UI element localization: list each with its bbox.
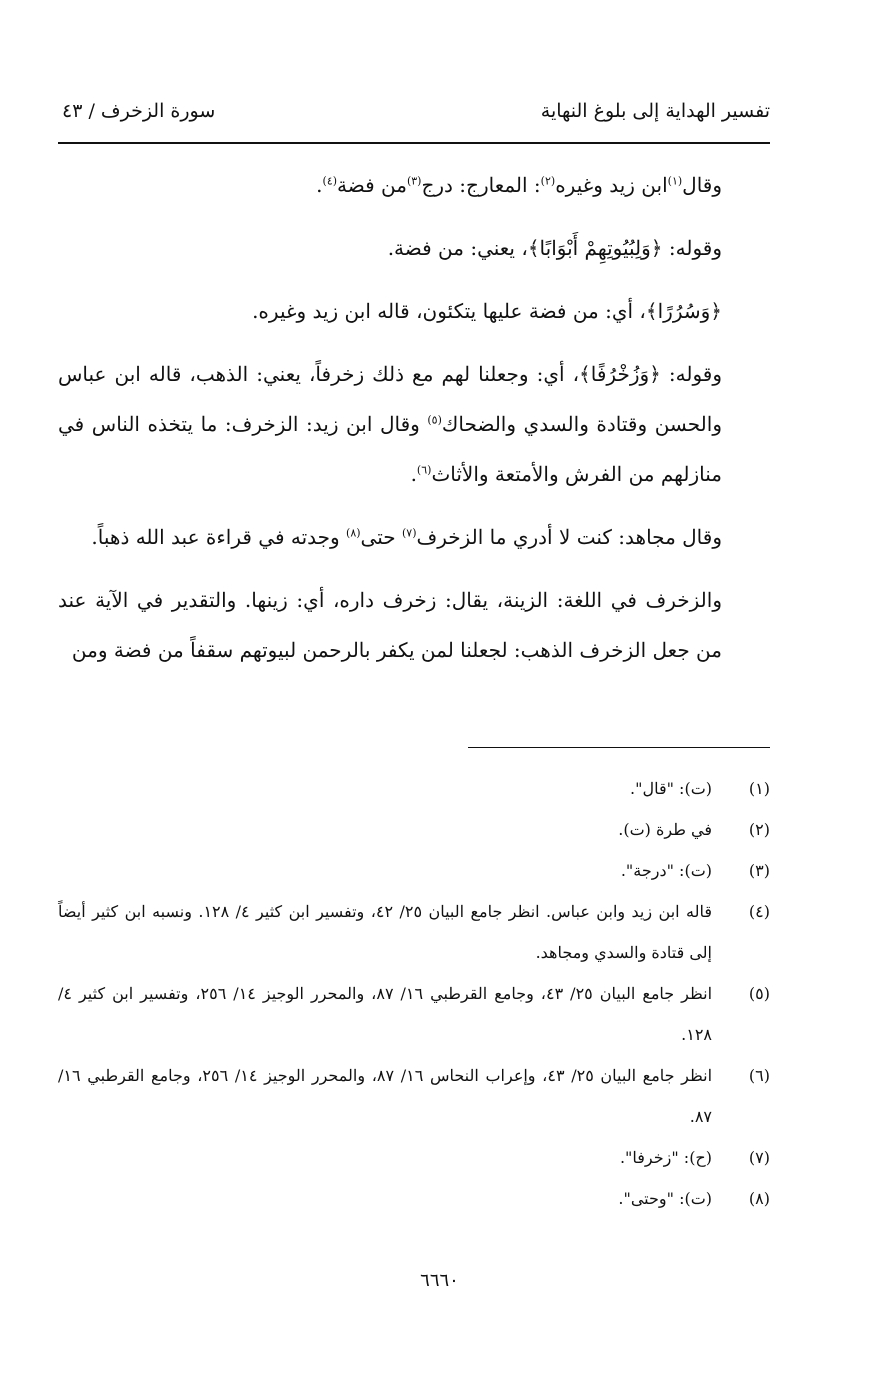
footnote: [58, 973, 770, 1055]
paragraph-1: [58, 160, 770, 210]
header-rule: [58, 142, 770, 144]
footnote-separator: [468, 747, 770, 748]
paragraph-4: [58, 349, 770, 499]
surah-label: سورة الزخرف / ٤٣: [62, 100, 216, 122]
footnote-ref-7: (٧): [401, 526, 417, 540]
footnote-number: (٥): [748, 984, 770, 1003]
footnote-text: (ت): "وحتى".: [618, 1189, 712, 1208]
footnote-ref-1: (١): [667, 174, 683, 188]
main-text: [58, 160, 770, 675]
footnote-number: (٢): [748, 820, 770, 839]
text-run: ، يعني: من فضة.: [387, 236, 528, 260]
text-run: وقال: [682, 173, 722, 197]
quran-quote: ﴿وَلِبُيُوتِهِمْ أَبْوَابًا﴾: [527, 236, 663, 260]
footnote-ref-5: (٥): [427, 413, 442, 427]
footnote-text: انظر جامع البيان ٢٥/ ٤٣، وإعراب النحاس ١٦/ ٨٧، والمحرر الوجيز ١٤/ ٢٥٦، وجامع القرطبي ١٦/ ٨٧.: [58, 1066, 713, 1126]
paragraph-6: والزخرف في اللغة: الزينة، يقال: زخرف داره، أي: زينها. والتقدير في الآية عند من جعل الزخرف الذهب: لجعلنا لمن يكفر بالرحمن لبيوتهم سقفاً من فضة ومن: [58, 588, 722, 662]
footnote: [58, 1137, 770, 1178]
text-run: ابن زيد وغيره: [555, 173, 668, 197]
footnote: [58, 850, 770, 891]
footnote-number: (٣): [748, 861, 770, 880]
footnote-ref-6: (٦): [416, 463, 432, 477]
quran-quote: ﴿وَسُرُرًا﴾: [645, 299, 722, 323]
text-run: : المعارج: درج: [421, 173, 541, 197]
text-run: وقال ابن زيد: الزخرف: ما يتخذه الناس في منازلهم من الفرش والأمتعة والأثاث: [58, 412, 722, 486]
footnote-number: (٧): [748, 1148, 770, 1167]
footnotes: [58, 768, 770, 1219]
footnote-number: (٦): [748, 1066, 770, 1085]
text-run: ، أي: وجعلنا لهم مع ذلك زخرفاً، يعني: الذهب، قاله ابن عباس والحسن وقتادة والسدي والضحاك: [58, 362, 722, 436]
text-run: وجدته في قراءة عبد الله ذهباً.: [91, 525, 347, 549]
text-run: وقوله:: [662, 236, 722, 260]
footnote-number: (٤): [748, 902, 770, 921]
footnote-text: قاله ابن زيد وابن عباس. انظر جامع البيان ٢٥/ ٤٢، وتفسير ابن كثير ٤/ ١٢٨. ونسبه ابن كثير أيضاً إلى قتادة والسدي ومجاهد.: [58, 902, 712, 962]
text-run: وقال مجاهد: كنت لا أدري ما الزخرف: [416, 525, 722, 549]
footnote-ref-3: (٣): [406, 174, 422, 188]
text-run: .: [410, 462, 417, 486]
footnote-ref-2: (٢): [540, 174, 556, 188]
quran-quote: ﴿وَزُخْرُفًا﴾: [579, 362, 661, 386]
footnote-text: (ت): "قال".: [630, 779, 712, 798]
text-run: وقوله:: [660, 362, 723, 386]
footnote-text: (ح): "زخرفا".: [619, 1148, 712, 1167]
footnote-ref-8: (٨): [346, 526, 361, 540]
footnote-text: في طرة (ت).: [618, 820, 712, 839]
footnote: [58, 768, 770, 809]
footnote: [58, 891, 770, 973]
paragraph-2: [58, 223, 770, 273]
footnote: [58, 1178, 770, 1219]
footnote-number: (٨): [748, 1189, 770, 1208]
footnote-number: (١): [748, 779, 770, 798]
footnote-ref-4: (٤): [322, 174, 338, 188]
text-run: حتى: [360, 525, 402, 549]
text-run: من فضة: [337, 173, 407, 197]
footnote: [58, 1055, 770, 1137]
page-number: ٦٦٦٠: [420, 1270, 459, 1291]
running-header: [58, 100, 770, 136]
footnote: [58, 809, 770, 850]
paragraph-5: [58, 512, 770, 562]
text-run: ، أي: من فضة عليها يتكئون، قاله ابن زيد وغيره.: [252, 299, 646, 323]
paragraph-3: [58, 286, 770, 336]
footnote-text: (ت): "درجة".: [620, 861, 712, 880]
book-title: تفسير الهداية إلى بلوغ النهاية: [540, 100, 770, 122]
text-run: .: [316, 173, 323, 197]
footnote-text: انظر جامع البيان ٢٥/ ٤٣، وجامع القرطبي ١٦/ ٨٧، والمحرر الوجيز ١٤/ ٢٥٦، وتفسير ابن كثير ٤/ ١٢٨.: [58, 984, 713, 1044]
